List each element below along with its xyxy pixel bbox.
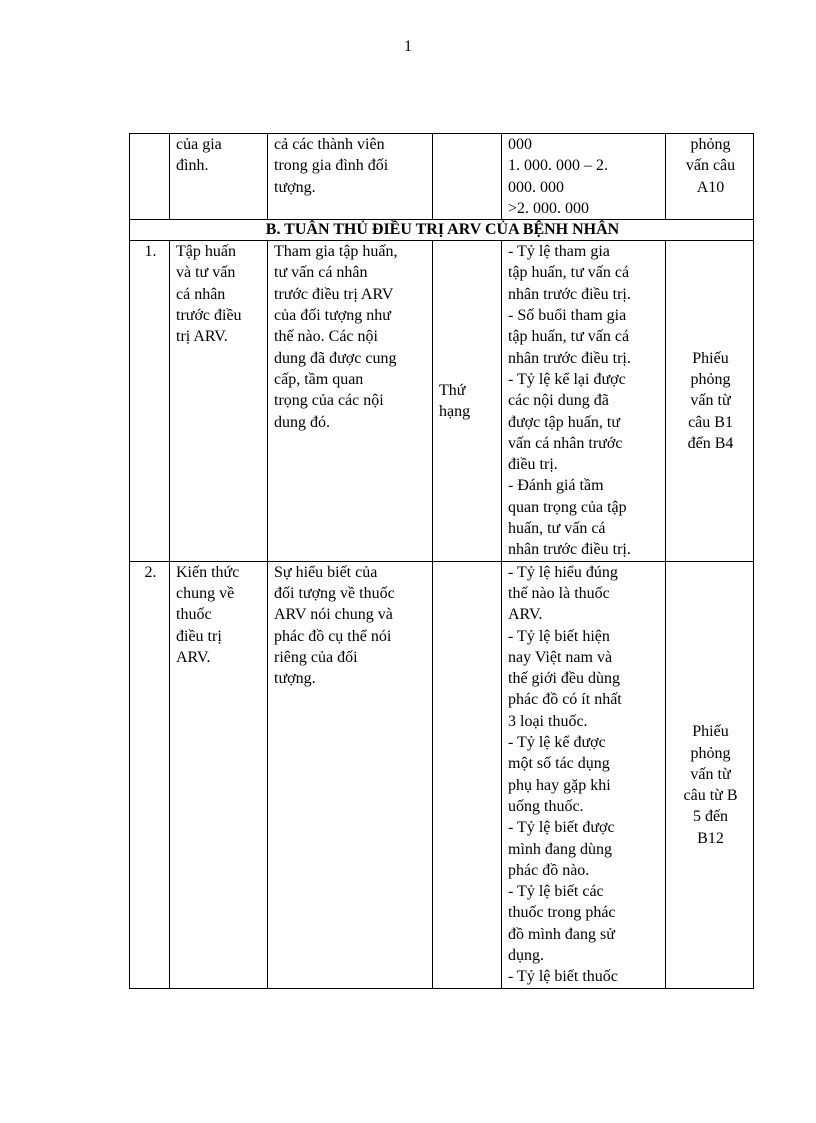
text-line: thế nào là thuốc	[508, 584, 610, 602]
text-line: điều trị	[176, 627, 222, 645]
text-line: phỏng	[690, 136, 731, 153]
text-line: của đối tượng như	[274, 307, 391, 325]
text-line: dụng.	[508, 946, 544, 964]
text-line: huấn, tư vấn cá	[508, 520, 606, 538]
text-line: được tập huấn, tư	[508, 413, 620, 431]
text-line: - Tỷ lệ biết thuốc	[508, 968, 618, 986]
type-cell	[433, 241, 502, 561]
text-line: ARV.	[176, 648, 211, 666]
stt-cell: 1.	[130, 241, 170, 561]
text-line: Kiến thức	[176, 563, 240, 581]
text-line: - Tỷ lệ kể lại được	[508, 370, 626, 388]
text-line: - Tỷ lệ biết các	[508, 883, 604, 901]
indicators-cell	[502, 134, 666, 220]
text-line: - Tỷ lệ hiểu đúng	[508, 563, 618, 581]
table-row	[130, 241, 754, 561]
text-line: cấp, tầm quan	[274, 370, 364, 388]
text-line: câu B1	[688, 413, 733, 431]
text-line: tượng.	[274, 178, 316, 196]
text-line: >2. 000. 000	[508, 199, 590, 217]
text-line: phỏng	[690, 744, 731, 762]
type-cell	[433, 561, 502, 988]
text-line: trọng của các nội	[274, 392, 384, 410]
text-line: thế nào. Các nội	[274, 328, 378, 346]
text-line: vấn từ	[690, 765, 731, 783]
variable-cell	[170, 134, 268, 220]
text-line: Tham gia tập huấn,	[274, 243, 398, 261]
text-line: - Số buổi tham gia	[508, 307, 627, 325]
text-line: thuốc	[176, 606, 212, 624]
text-line: 000. 000	[508, 178, 564, 196]
text-line: đình.	[176, 157, 209, 175]
text-line: B12	[697, 829, 724, 847]
text-line: nhân trước điều trị.	[508, 349, 631, 367]
text-line: tập huấn, tư vấn cá	[508, 328, 630, 346]
page-number: 1	[404, 38, 412, 55]
text-line: đồ mình đang sử	[508, 925, 615, 943]
source-cell	[666, 134, 754, 220]
text-line: trị ARV.	[176, 328, 228, 346]
text-line: quan trọng của tập	[508, 498, 627, 516]
text-line: - Đánh giá tầm	[508, 477, 604, 495]
text-line: tư vấn cá nhân	[274, 264, 368, 282]
text-line: nhân trước điều trị.	[508, 541, 631, 559]
text-line: tập huấn, tư vấn cá	[508, 264, 630, 282]
text-line: trước điều	[176, 307, 242, 325]
indicators-cell	[502, 241, 666, 561]
text-line: phỏng	[690, 370, 731, 388]
variable-cell	[170, 561, 268, 988]
definition-cell	[268, 134, 433, 220]
text-line: 000	[508, 136, 532, 153]
variable-cell	[170, 241, 268, 561]
text-line: hạng	[439, 402, 471, 420]
indicators-cell	[502, 561, 666, 988]
text-line: Phiếu	[692, 723, 729, 741]
text-line: mình đang dùng	[508, 840, 612, 858]
text-line: vấn từ	[690, 392, 731, 410]
text-line: câu từ B	[683, 787, 738, 805]
stt-cell: 2.	[130, 561, 170, 988]
source-cell	[666, 241, 754, 561]
text-line: - Tỷ lệ kể được	[508, 734, 606, 752]
text-line: phác đồ cụ thể nói	[274, 627, 392, 645]
text-line: nhân trước điều trị.	[508, 285, 631, 303]
text-line: nay Việt nam và	[508, 648, 613, 666]
text-line: các nội dung đã	[508, 392, 609, 410]
text-line: vấn câu	[685, 157, 736, 175]
variables-table	[129, 133, 754, 989]
text-line: Sự hiểu biết của	[274, 563, 378, 581]
text-line: của gia	[176, 136, 222, 153]
text-line: ARV.	[508, 606, 543, 624]
type-cell	[433, 134, 502, 220]
text-line: 3 loại thuốc.	[508, 712, 588, 730]
section-b-title: B. TUÂN THỦ ĐIỀU TRỊ ARV CỦA BỆNH NHÂN	[130, 220, 754, 241]
text-line: Phiếu	[692, 349, 729, 367]
text-line: cá nhân	[176, 285, 226, 303]
table-row	[130, 561, 754, 988]
text-line: Thứ	[439, 381, 466, 399]
text-line: dung đã được cung	[274, 349, 397, 367]
text-line: ARV nói chung và	[274, 606, 393, 624]
text-line: đến B4	[687, 434, 734, 452]
table-row-continued	[130, 134, 754, 220]
text-line: phác đồ có ít nhất	[508, 691, 622, 709]
text-line: tượng.	[274, 670, 316, 688]
text-line: phác đồ nào.	[508, 861, 590, 879]
text-line: trước điều trị ARV	[274, 285, 394, 303]
stt-cell	[130, 134, 170, 220]
text-line: Tập huấn	[176, 243, 236, 261]
text-line: cả các thành viên	[274, 136, 385, 153]
text-line: một số tác dụng	[508, 755, 610, 773]
text-line: thế giới đều dùng	[508, 670, 620, 688]
definition-cell	[268, 241, 433, 561]
definition-cell	[268, 561, 433, 988]
text-line: uống thuốc.	[508, 797, 584, 815]
text-line: dung đó.	[274, 413, 330, 431]
text-line: thuốc trong phác	[508, 904, 616, 922]
text-line: điều trị.	[508, 456, 558, 474]
text-line: chung về	[176, 584, 235, 602]
text-line: - Tỷ lệ tham gia	[508, 243, 610, 261]
text-line: 1. 000. 000 – 2.	[508, 157, 608, 175]
text-line: - Tỷ lệ biết hiện	[508, 627, 610, 645]
text-line: đối tượng về thuốc	[274, 584, 395, 602]
text-line: vấn cá nhân trước	[508, 434, 623, 452]
section-b-row	[130, 220, 754, 241]
text-line: phụ hay gặp khi	[508, 776, 611, 794]
text-line: riêng của đối	[274, 648, 358, 666]
text-line: và tư vấn	[176, 264, 236, 282]
text-line: A10	[696, 178, 725, 196]
text-line: 5 đến	[692, 808, 729, 826]
source-cell	[666, 561, 754, 988]
text-line: trong gia đình đối	[274, 157, 389, 175]
text-line: - Tỷ lệ biết được	[508, 819, 615, 837]
